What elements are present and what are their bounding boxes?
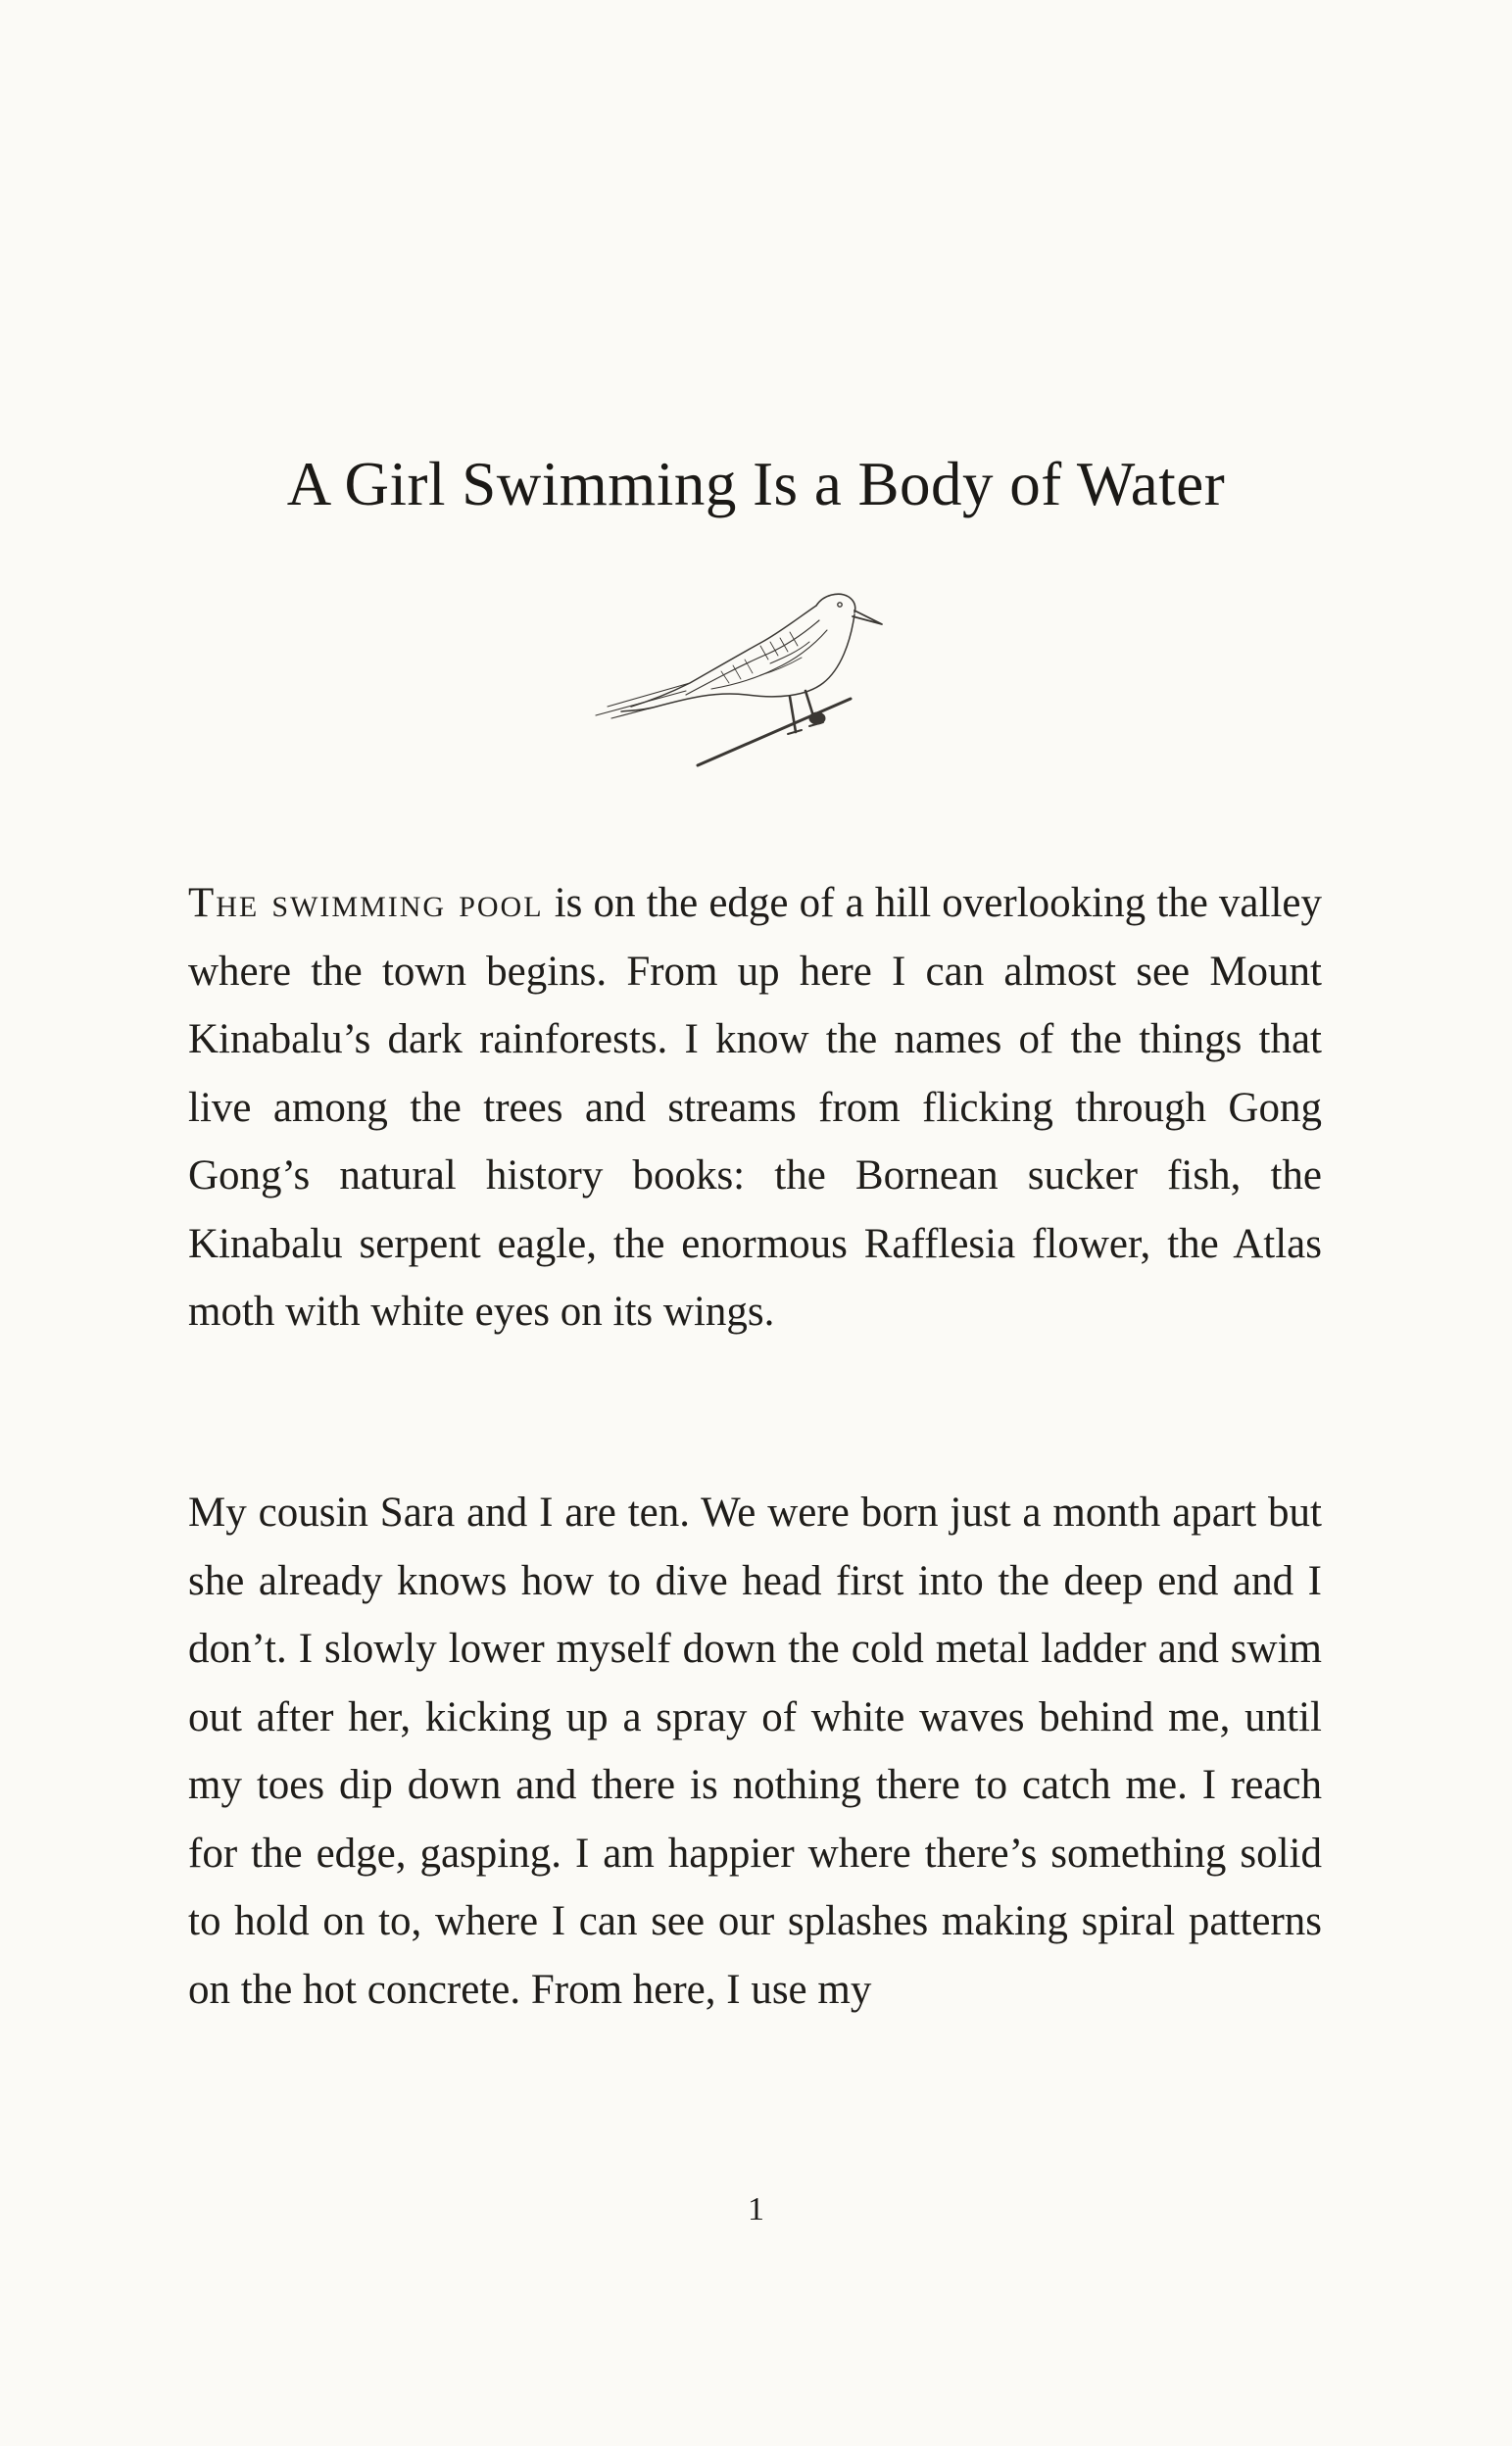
page-number: 1 (748, 2191, 764, 2227)
paragraph-text: My cousin Sara and I are ten. We were born just a month apart but she already knows how to dive head first into the deep end and I don’t. I slowly lower myself down the cold metal ladder and swim out after her, kicking up a spray of white waves behind me, until my toes dip down and there is nothing there to catch me. I reach for the edge, gasping. I am happier where there’s something solid to hold on to, where I can see our splashes making spiral patterns on the hot concrete. From here, I use my (188, 1490, 1322, 2013)
paragraph-1 (188, 869, 1322, 1346)
paragraph-text: is on the edge of a hill overlooking the valley where the town begins. From up here I can almost see Mount Kinabalu’s dark rainforests. I know the names of the things that live among the trees and streams from flicking through Gong Gong’s natural history books: the Bornean sucker fish, the Kinabalu serpent eagle, the enormous Rafflesia flower, the Atlas moth with white eyes on its wings. (188, 880, 1322, 1335)
paragraph-2 (188, 1479, 1322, 2024)
chapter-title: A Girl Swimming Is a Body of Water (286, 450, 1226, 518)
bird-icon (588, 573, 911, 784)
paragraph-lead: The swimming pool (188, 880, 544, 926)
